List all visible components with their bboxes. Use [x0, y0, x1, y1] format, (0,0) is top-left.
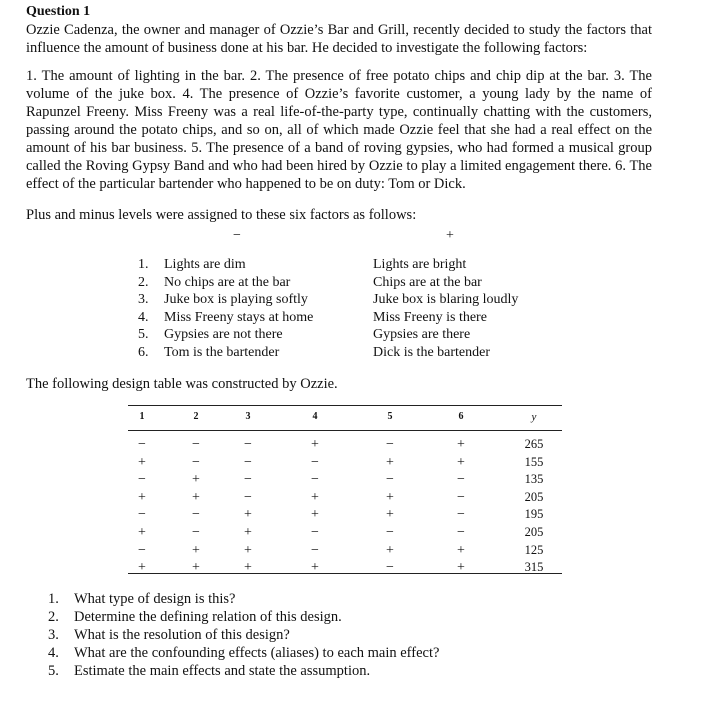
table-cell: +	[192, 489, 200, 505]
table-cell: −	[192, 454, 200, 470]
table-cell: +	[138, 489, 146, 505]
table-cell: +	[192, 472, 200, 488]
question-number: 3.	[48, 627, 59, 643]
table-cell: −	[311, 542, 319, 558]
factor-column-4	[295, 436, 335, 577]
factor-column-2	[176, 436, 216, 577]
table-cell: −	[386, 472, 394, 488]
table-top-rule	[128, 405, 562, 406]
table-cell: 315	[524, 560, 544, 575]
table-cell: +	[244, 507, 252, 523]
column-header: 3	[245, 411, 251, 422]
level-row	[138, 256, 313, 274]
table-cell: −	[192, 437, 200, 452]
intro-paragraph: Ozzie Cadenza, the owner and manager of Ozzie’s Bar and Grill, recently decided to study the factors that influence the amount of business done at his bar. He decided to investigate the following factors:	[26, 22, 652, 56]
plus-level-text: Juke box is blaring loudly	[373, 292, 519, 307]
table-cell: +	[311, 437, 319, 452]
table-cell: 135	[524, 472, 544, 487]
level-number: 2.	[138, 274, 149, 290]
plus-levels-list	[373, 256, 518, 361]
minus-level-header: −	[233, 228, 241, 243]
table-header-rule	[128, 430, 562, 431]
table-cell: −	[457, 507, 465, 523]
table-cell: −	[311, 524, 319, 540]
question-text: What type of design is this?	[74, 591, 236, 607]
table-cell: +	[311, 507, 319, 523]
minus-level-text: No chips are at the bar	[164, 274, 291, 290]
table-cell: 155	[524, 454, 544, 469]
table-cell: +	[386, 542, 394, 558]
table-cell: −	[457, 472, 465, 488]
level-number: 1.	[138, 257, 149, 272]
table-cell: +	[386, 489, 394, 505]
table-cell: −	[244, 489, 252, 505]
table-cell: −	[138, 542, 146, 558]
table-cell: −	[311, 472, 319, 488]
table-cell: +	[244, 524, 252, 540]
response-column-y	[514, 436, 554, 577]
levels-intro: Plus and minus levels were assigned to these six factors as follows:	[26, 207, 417, 223]
table-cell: +	[138, 560, 146, 576]
question-text: Determine the defining relation of this design.	[74, 609, 342, 625]
table-cell: −	[138, 472, 146, 488]
factor-column-1	[122, 436, 162, 577]
level-row	[138, 309, 313, 327]
factor-column-6	[441, 436, 481, 577]
table-cell: 205	[524, 524, 544, 539]
table-cell: +	[244, 560, 252, 576]
column-header: 4	[312, 411, 318, 422]
level-row	[138, 326, 313, 344]
list-item	[48, 590, 439, 608]
list-item	[48, 662, 439, 680]
minus-levels-list	[138, 256, 313, 361]
table-cell: −	[192, 524, 200, 540]
column-header: 1	[139, 411, 145, 422]
column-header: 5	[387, 411, 393, 422]
column-header: 2	[193, 411, 199, 422]
table-cell: −	[138, 507, 146, 523]
level-row	[138, 344, 313, 362]
table-cell: +	[311, 489, 319, 505]
plus-level-text: Chips are at the bar	[373, 274, 482, 290]
plus-level-text: Gypsies are there	[373, 327, 471, 342]
question-text: Estimate the main effects and state the assumption.	[74, 663, 371, 679]
table-cell: −	[386, 437, 394, 452]
table-cell: +	[244, 542, 252, 558]
table-cell: −	[457, 524, 465, 540]
table-cell: +	[192, 542, 200, 558]
table-cell: 205	[524, 489, 544, 504]
minus-level-text: Tom is the bartender	[164, 344, 280, 360]
table-cell: +	[457, 560, 465, 576]
table-cell: −	[386, 560, 394, 576]
column-header: y	[531, 411, 537, 423]
column-header: 6	[458, 411, 464, 422]
level-row	[138, 291, 313, 309]
table-cell: −	[244, 437, 252, 452]
table-cell: +	[457, 542, 465, 558]
question-text: What is the resolution of this design?	[74, 627, 290, 643]
factor-column-3	[228, 436, 268, 577]
table-cell: −	[386, 524, 394, 540]
list-item	[48, 644, 439, 662]
level-number: 6.	[138, 344, 149, 360]
level-number: 5.	[138, 327, 149, 342]
plus-level-header: +	[446, 228, 454, 243]
table-cell: +	[311, 560, 319, 576]
table-cell: −	[311, 454, 319, 470]
question-number: 2.	[48, 609, 59, 625]
list-item	[48, 626, 439, 644]
plus-level-text: Lights are bright	[373, 257, 467, 272]
table-cell: +	[138, 454, 146, 470]
question-title: Question 1	[26, 4, 91, 19]
table-cell: −	[244, 472, 252, 488]
table-cell: +	[192, 560, 200, 576]
plus-level-text: Miss Freeny is there	[373, 309, 487, 325]
question-number: 4.	[48, 645, 59, 661]
table-cell: −	[457, 489, 465, 505]
minus-level-text: Lights are dim	[164, 257, 246, 272]
questions-list	[48, 590, 439, 680]
plus-level-text: Dick is the bartender	[373, 344, 491, 360]
table-cell: +	[457, 454, 465, 470]
factor-column-5	[370, 436, 410, 577]
table-cell: −	[244, 454, 252, 470]
minus-level-text: Miss Freeny stays at home	[164, 309, 314, 325]
list-item	[48, 608, 439, 626]
question-text: What are the confounding effects (aliases) to each main effect?	[74, 645, 440, 661]
table-cell: −	[192, 507, 200, 523]
factors-paragraph: 1. The amount of lighting in the bar. 2. The presence of free potato chips and chip dip at the bar. 3. The volume of the juke box. 4. The presence of Ozzie’s favorite customer, a young lady by the name of Rapunzel Freeny. Miss Freeny was a real life-of-the-party type, continually chatting with the customers, passing around the potato chips, and so on, all of which made Ozzie feel that she had a real effect on the amount of his bar business. 5. The presence of a band of roving gypsies, who had formed a musical group called the Roving Gypsy Band and who had been hired by Ozzie to play a limited engagement there. 6. The effect of the particular bartender who happened to be on duty: Tom or Dick.	[26, 68, 652, 192]
design-intro: The following design table was constructed by Ozzie.	[26, 376, 338, 392]
question-number: 5.	[48, 663, 59, 679]
minus-level-text: Juke box is playing softly	[164, 292, 308, 307]
level-number: 4.	[138, 309, 149, 325]
question-number: 1.	[48, 591, 59, 607]
table-cell: +	[386, 507, 394, 523]
table-cell: +	[138, 524, 146, 540]
table-cell: 125	[524, 542, 544, 557]
level-number: 3.	[138, 292, 149, 307]
table-cell: 265	[524, 437, 544, 451]
level-row	[138, 274, 313, 292]
table-cell: +	[386, 454, 394, 470]
minus-level-text: Gypsies are not there	[164, 327, 283, 342]
table-cell: +	[457, 437, 465, 452]
table-cell: 195	[524, 507, 544, 522]
table-cell: −	[138, 437, 146, 452]
